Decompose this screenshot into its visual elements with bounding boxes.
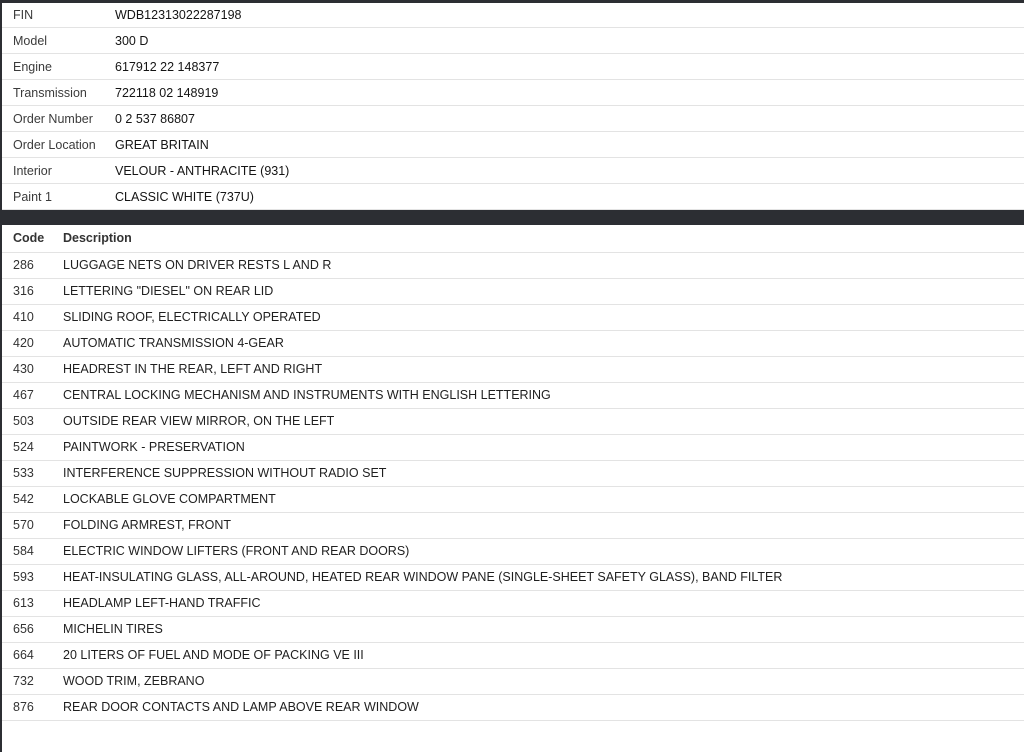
info-label: Transmission xyxy=(2,80,115,106)
table-row xyxy=(2,278,1024,304)
description-cell: INTERFERENCE SUPPRESSION WITHOUT RADIO SET xyxy=(63,460,1024,486)
code-cell: 656 xyxy=(2,616,63,642)
description-cell: FOLDING ARMREST, FRONT xyxy=(63,512,1024,538)
info-value: 300 D xyxy=(115,28,1024,54)
info-label: Order Location xyxy=(2,132,115,158)
table-row xyxy=(2,330,1024,356)
description-column-header: Description xyxy=(63,225,1024,252)
description-cell: LOCKABLE GLOVE COMPARTMENT xyxy=(63,486,1024,512)
code-cell: 316 xyxy=(2,278,63,304)
description-cell: OUTSIDE REAR VIEW MIRROR, ON THE LEFT xyxy=(63,408,1024,434)
info-value: 0 2 537 86807 xyxy=(115,106,1024,132)
code-cell: 524 xyxy=(2,434,63,460)
code-cell: 420 xyxy=(2,330,63,356)
description-cell: WOOD TRIM, ZEBRANO xyxy=(63,668,1024,694)
description-cell: ELECTRIC WINDOW LIFTERS (FRONT AND REAR DOORS) xyxy=(63,538,1024,564)
vehicle-info-row xyxy=(2,2,1024,28)
description-cell: 20 LITERS OF FUEL AND MODE OF PACKING VE III xyxy=(63,642,1024,668)
equipment-codes-table xyxy=(2,225,1024,721)
code-cell: 593 xyxy=(2,564,63,590)
table-row xyxy=(2,434,1024,460)
code-cell: 533 xyxy=(2,460,63,486)
vehicle-info-row xyxy=(2,132,1024,158)
table-row xyxy=(2,512,1024,538)
code-cell: 664 xyxy=(2,642,63,668)
table-row xyxy=(2,642,1024,668)
table-row xyxy=(2,356,1024,382)
description-cell: SLIDING ROOF, ELECTRICALLY OPERATED xyxy=(63,304,1024,330)
info-label: Model xyxy=(2,28,115,54)
info-value: GREAT BRITAIN xyxy=(115,132,1024,158)
code-cell: 584 xyxy=(2,538,63,564)
vehicle-info-table xyxy=(2,0,1024,210)
code-cell: 613 xyxy=(2,590,63,616)
description-cell: HEAT-INSULATING GLASS, ALL-AROUND, HEATED REAR WINDOW PANE (SINGLE-SHEET SAFETY GLASS), BAND FILTER xyxy=(63,564,1024,590)
code-cell: 467 xyxy=(2,382,63,408)
table-row xyxy=(2,460,1024,486)
table-row xyxy=(2,564,1024,590)
code-cell: 503 xyxy=(2,408,63,434)
info-value: 617912 22 148377 xyxy=(115,54,1024,80)
codes-table-body xyxy=(2,252,1024,720)
vehicle-info-row xyxy=(2,158,1024,184)
description-cell: REAR DOOR CONTACTS AND LAMP ABOVE REAR WINDOW xyxy=(63,694,1024,720)
code-cell: 570 xyxy=(2,512,63,538)
description-cell: HEADLAMP LEFT-HAND TRAFFIC xyxy=(63,590,1024,616)
table-row xyxy=(2,616,1024,642)
description-cell: AUTOMATIC TRANSMISSION 4-GEAR xyxy=(63,330,1024,356)
table-row xyxy=(2,668,1024,694)
info-value: WDB12313022287198 xyxy=(115,2,1024,28)
vehicle-info-row xyxy=(2,184,1024,210)
code-cell: 430 xyxy=(2,356,63,382)
info-value: 722118 02 148919 xyxy=(115,80,1024,106)
table-row xyxy=(2,382,1024,408)
vehicle-info-row xyxy=(2,80,1024,106)
code-cell: 410 xyxy=(2,304,63,330)
description-cell: HEADREST IN THE REAR, LEFT AND RIGHT xyxy=(63,356,1024,382)
description-cell: LETTERING "DIESEL" ON REAR LID xyxy=(63,278,1024,304)
code-cell: 542 xyxy=(2,486,63,512)
info-value: CLASSIC WHITE (737U) xyxy=(115,184,1024,210)
table-row xyxy=(2,694,1024,720)
table-row xyxy=(2,304,1024,330)
code-column-header: Code xyxy=(2,225,63,252)
description-cell: CENTRAL LOCKING MECHANISM AND INSTRUMENTS WITH ENGLISH LETTERING xyxy=(63,382,1024,408)
vehicle-info-body xyxy=(2,2,1024,210)
vehicle-info-row xyxy=(2,54,1024,80)
vehicle-info-row xyxy=(2,28,1024,54)
info-label: FIN xyxy=(2,2,115,28)
description-cell: PAINTWORK - PRESERVATION xyxy=(63,434,1024,460)
code-cell: 876 xyxy=(2,694,63,720)
table-row xyxy=(2,252,1024,278)
info-label: Order Number xyxy=(2,106,115,132)
info-label: Paint 1 xyxy=(2,184,115,210)
section-divider xyxy=(2,210,1024,225)
table-row xyxy=(2,486,1024,512)
table-row xyxy=(2,408,1024,434)
table-row xyxy=(2,590,1024,616)
vehicle-info-row xyxy=(2,106,1024,132)
info-label: Engine xyxy=(2,54,115,80)
code-cell: 286 xyxy=(2,252,63,278)
info-value: VELOUR - ANTHRACITE (931) xyxy=(115,158,1024,184)
codes-table-head xyxy=(2,225,1024,252)
code-cell: 732 xyxy=(2,668,63,694)
description-cell: MICHELIN TIRES xyxy=(63,616,1024,642)
info-label: Interior xyxy=(2,158,115,184)
table-row xyxy=(2,538,1024,564)
description-cell: LUGGAGE NETS ON DRIVER RESTS L AND R xyxy=(63,252,1024,278)
codes-header-row xyxy=(2,225,1024,252)
